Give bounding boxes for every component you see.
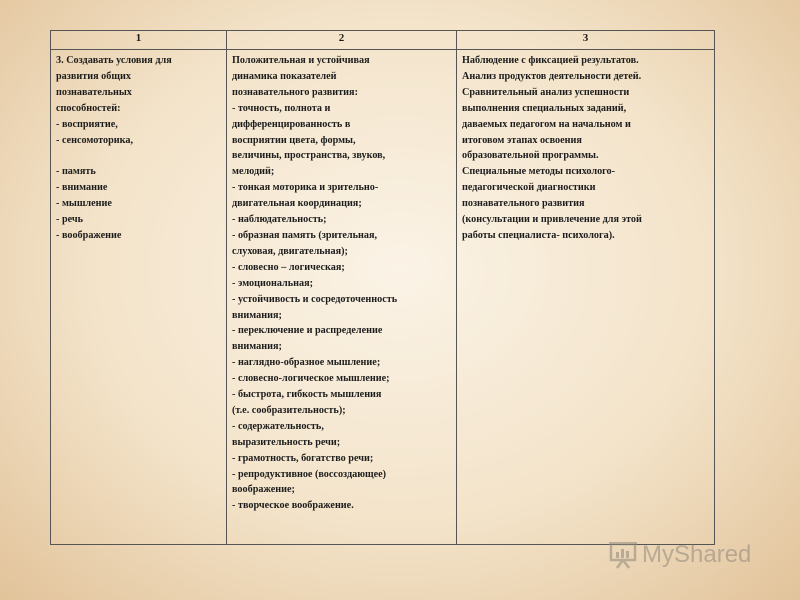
- methods-cell: [457, 50, 715, 545]
- cell-line: познавательного развития: [462, 198, 585, 210]
- header-row: [51, 31, 715, 50]
- cell-line: Наблюдение с фиксацией результатов.: [462, 55, 639, 66]
- cell-line: величины, пространства, звуков,: [232, 150, 386, 162]
- cell-line: - речь: [56, 214, 84, 226]
- cell-line: дифференцированность в: [232, 118, 351, 130]
- cell-line: выразительность речи;: [232, 436, 341, 448]
- goals-cell: [51, 50, 227, 545]
- cell-line: - словесно-логическое мышление;: [232, 373, 390, 385]
- cell-line: мелодий;: [232, 166, 275, 178]
- cell-line: [56, 148, 222, 164]
- cell-line: развития общих: [56, 70, 131, 82]
- cell-line: - сенсомоторика,: [56, 134, 134, 146]
- cell-line: 3. Создавать условия для: [56, 55, 172, 66]
- cell-line: динамика показателей: [232, 70, 337, 82]
- header-col-2: 2: [227, 31, 457, 50]
- cell-line: - грамотность, богатство речи;: [232, 452, 374, 464]
- cell-line: воображение;: [232, 484, 295, 496]
- cell-line: - воображение: [56, 229, 122, 241]
- cell-line: Положительная и устойчивая: [232, 55, 370, 66]
- cell-line: педагогической диагностики: [462, 182, 596, 194]
- indicators-cell: [227, 50, 457, 545]
- cell-line: - устойчивость и сосредоточенность: [232, 293, 398, 305]
- cell-line: образовательной программы.: [462, 150, 599, 162]
- cell-line: - словесно – логическая;: [232, 261, 345, 273]
- cell-line: работы специалиста- психолога).: [462, 229, 615, 241]
- cell-line: Сравнительный анализ успешности: [462, 86, 630, 98]
- cell-line: - мышление: [56, 198, 112, 210]
- cell-line: (т.е. сообразительность);: [232, 404, 346, 416]
- content-table: [50, 30, 715, 545]
- cell-line: - образная память (зрительная,: [232, 229, 378, 241]
- cell-line: - память: [56, 166, 96, 178]
- cell-line: двигательная координация;: [232, 198, 362, 210]
- cell-line: - переключение и распределение: [232, 325, 383, 337]
- presentation-board-icon: [608, 540, 638, 570]
- watermark: [608, 538, 768, 572]
- header-col-1: 1: [51, 31, 227, 50]
- cell-line: - наблюдательность;: [232, 214, 327, 226]
- cell-line: - восприятие,: [56, 118, 118, 130]
- cell-line: - творческое воображение.: [232, 500, 354, 512]
- cell-line: - репродуктивное (воссоздающее): [232, 468, 387, 480]
- cell-line: выполнения специальных заданий,: [462, 102, 627, 114]
- cell-line: внимания;: [232, 341, 282, 353]
- watermark-text: MyShared: [642, 541, 752, 568]
- header-col-3: 3: [457, 31, 715, 50]
- cell-line: - тонкая моторика и зрительно-: [232, 182, 379, 194]
- cell-line: познавательных: [56, 86, 132, 98]
- cell-line: - внимание: [56, 182, 108, 194]
- cell-line: даваемых педагогом на начальном и: [462, 118, 631, 130]
- cell-line: Анализ продуктов деятельности детей.: [462, 70, 642, 82]
- cell-line: познавательного развития:: [232, 86, 358, 98]
- cell-line: внимания;: [232, 309, 282, 321]
- content-row: [51, 50, 715, 545]
- cell-line: восприятии цвета, формы,: [232, 134, 356, 146]
- cell-line: - быстрота, гибкость мышления: [232, 389, 382, 401]
- cell-line: - точность, полнота и: [232, 102, 331, 114]
- cell-line: - наглядно-образное мышление;: [232, 357, 381, 369]
- cell-line: способностей:: [56, 102, 121, 114]
- cell-line: слуховая, двигательная);: [232, 245, 348, 257]
- cell-line: Специальные методы психолого-: [462, 166, 616, 178]
- cell-line: итоговом этапах освоения: [462, 134, 582, 146]
- cell-line: - содержательность,: [232, 420, 324, 432]
- cell-line: (консультации и привлечение для этой: [462, 214, 642, 226]
- cell-line: - эмоциональная;: [232, 277, 314, 289]
